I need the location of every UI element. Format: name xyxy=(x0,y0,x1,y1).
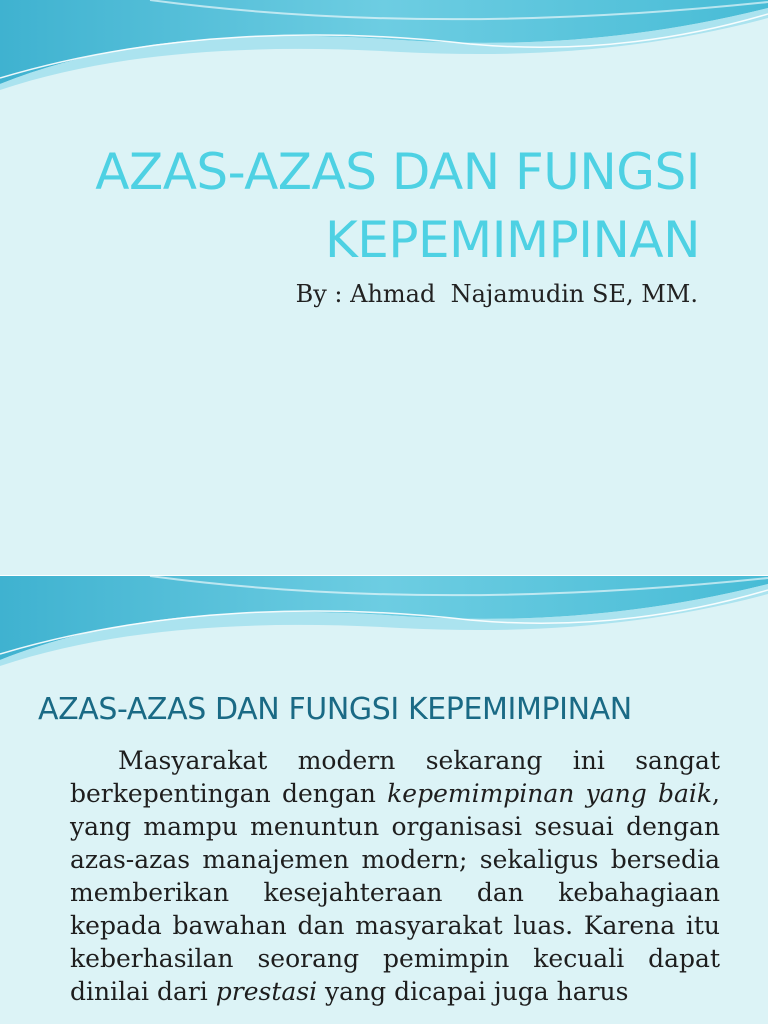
content-slide xyxy=(0,576,768,1024)
slide-title-line-1: AZAS-AZAS DAN FUNGSI xyxy=(95,143,700,201)
body-text-1: Masyarakat modern sekarang ini sangat berkepentingan dengan xyxy=(70,746,720,808)
content-heading: AZAS-AZAS DAN FUNGSI KEPEMIMPINAN xyxy=(38,692,632,727)
body-paragraph xyxy=(70,744,720,1008)
body-text-2: , yang mampu menuntun organisasi sesuai dengan azas-azas manajemen modern; sekaligus bersedia memberikan kesejahteraan dan kebahagiaan kepada bawahan dan masyarakat luas. Karena itu keberhasilan seorang pemimpin kecuali dapat dinilai dari xyxy=(70,779,720,1006)
wave-banner xyxy=(0,576,768,666)
content-body xyxy=(70,744,720,1008)
slide-title-line-2: KEPEMIMPINAN xyxy=(324,211,700,269)
body-italic-1: kepemimpinan yang baik xyxy=(387,779,713,808)
wave-banner xyxy=(0,0,768,90)
author-byline: By : Ahmad Najamudin SE, MM. xyxy=(295,280,698,308)
slide-title xyxy=(60,138,700,274)
body-italic-2: prestasi xyxy=(215,977,318,1006)
body-text-3: yang dicapai juga harus xyxy=(317,977,629,1006)
